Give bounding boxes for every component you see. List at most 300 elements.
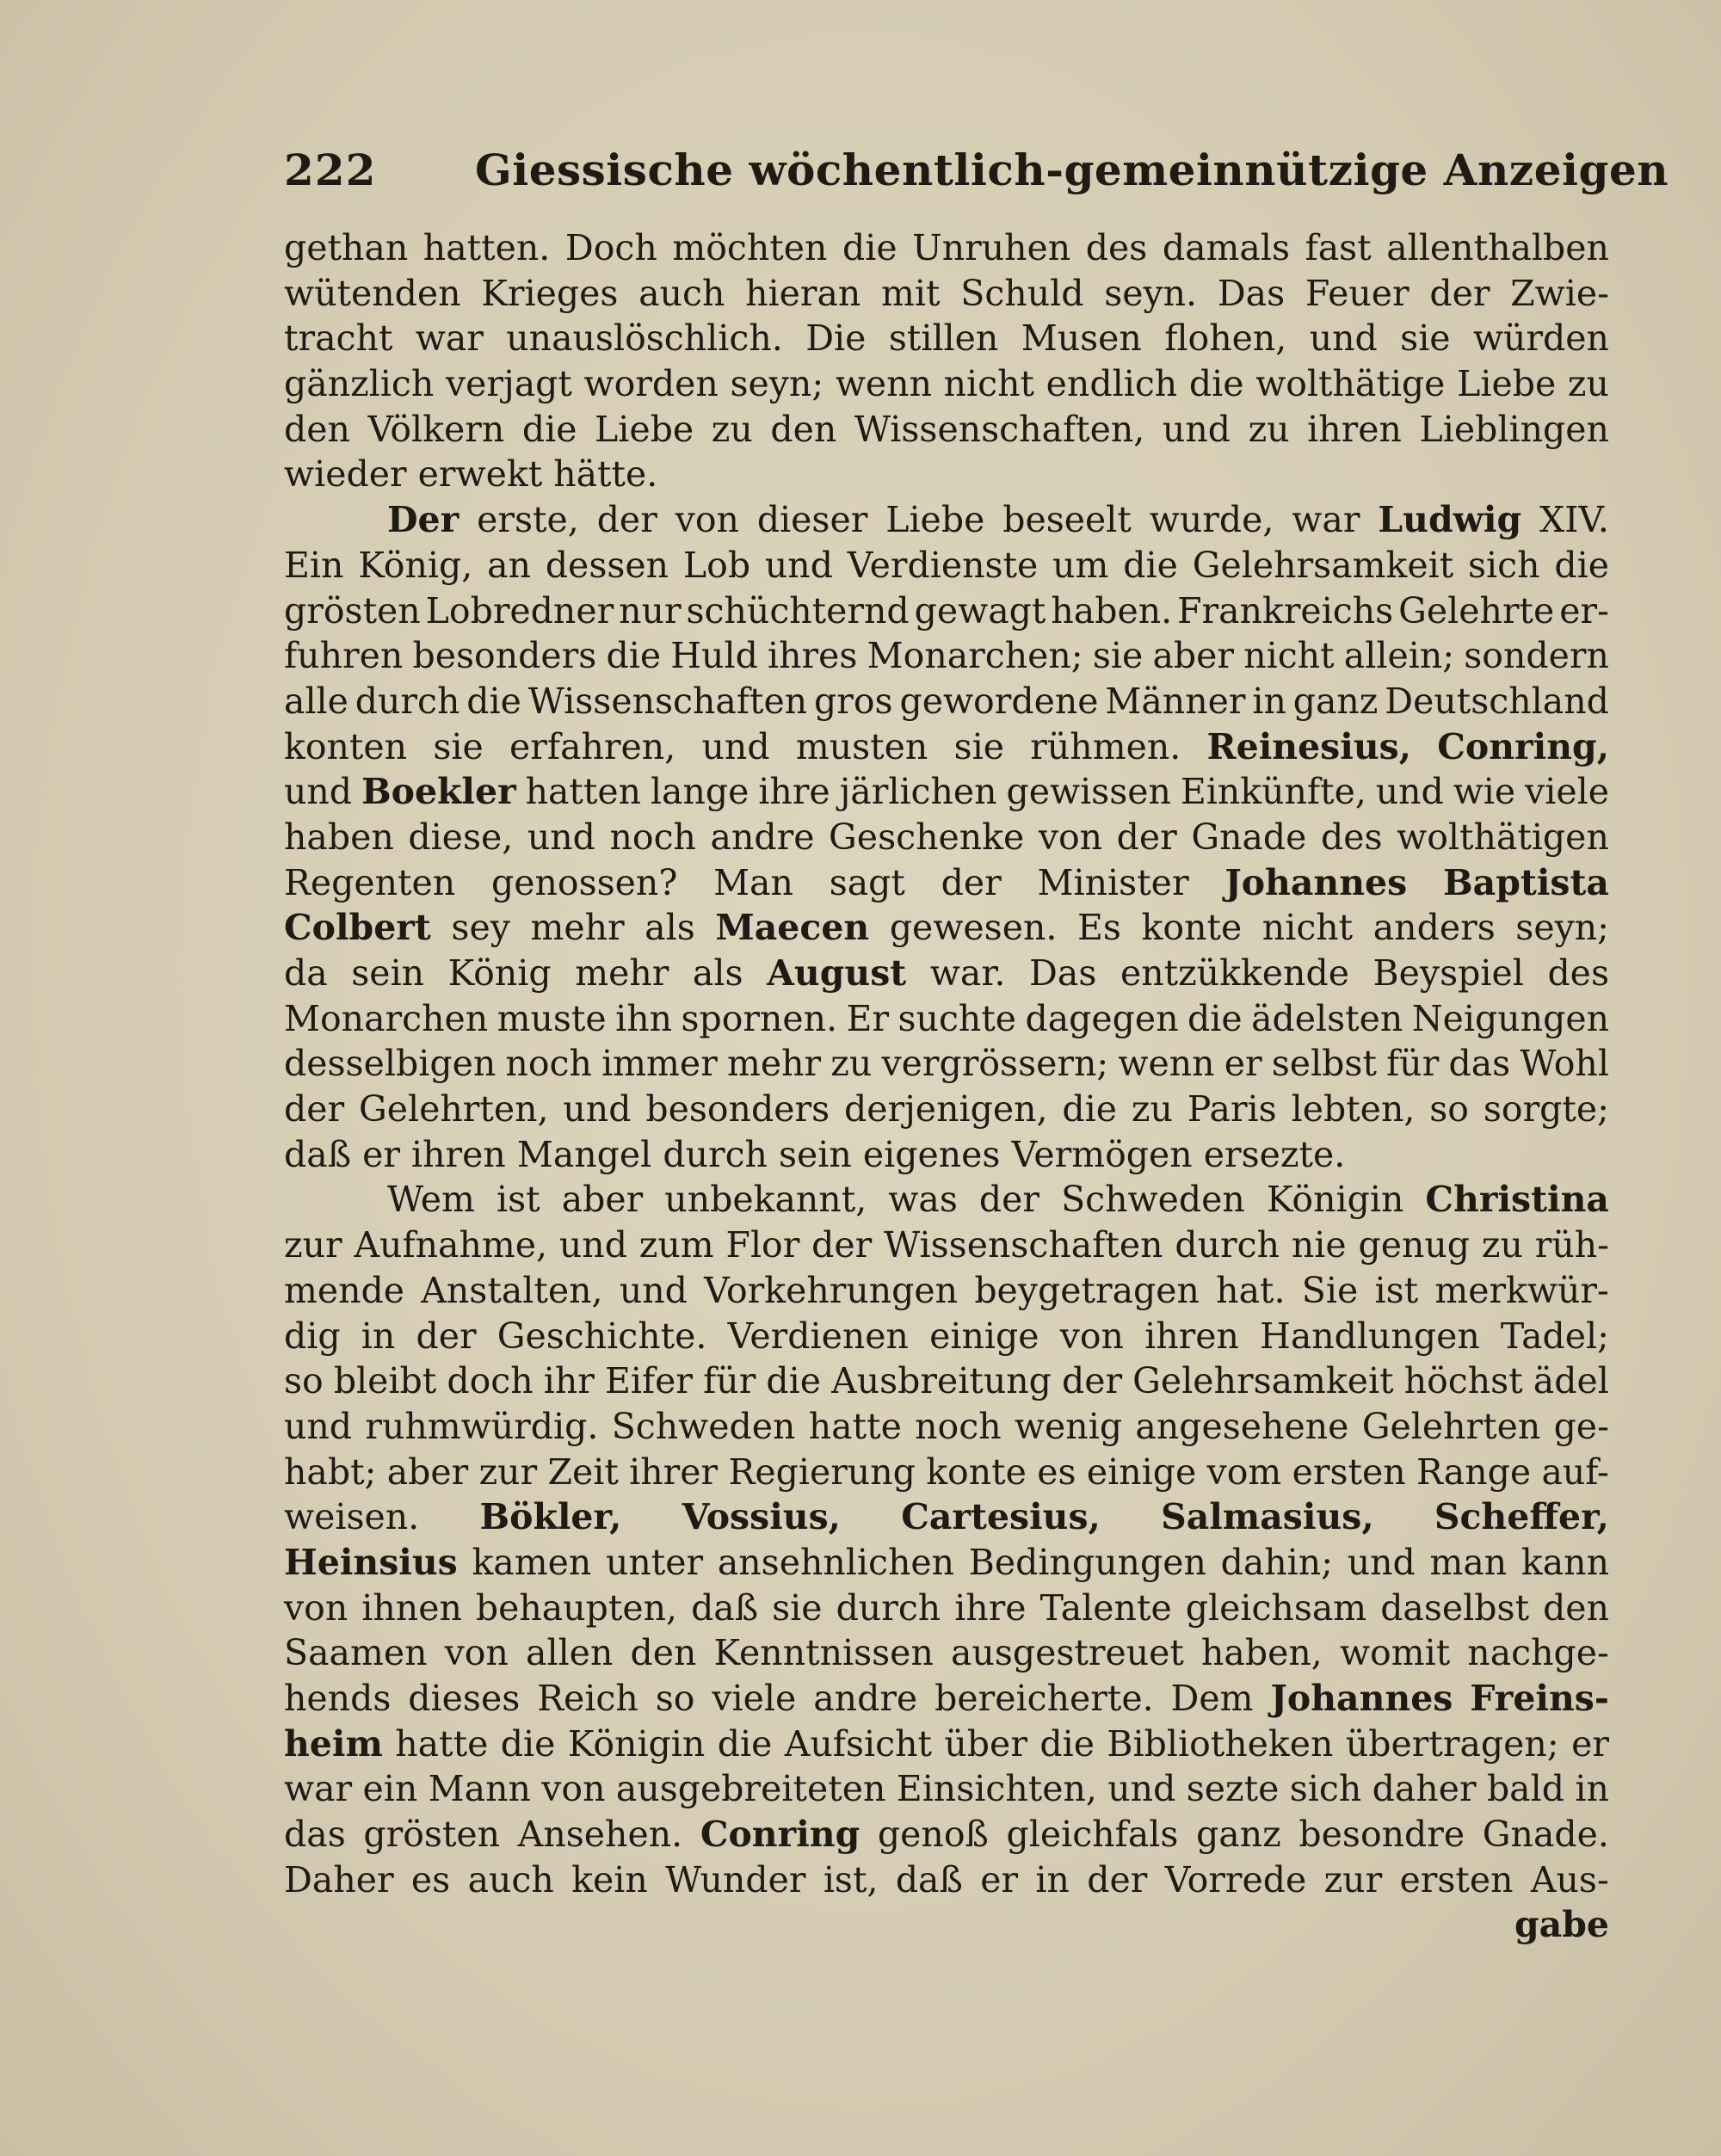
word: nur bbox=[619, 589, 682, 631]
word: Maecen bbox=[715, 907, 870, 949]
word: Bökler, bbox=[479, 1496, 622, 1538]
word: suchte bbox=[898, 997, 1017, 1039]
word: Gelehrsamkeit bbox=[1132, 1360, 1394, 1402]
text-line bbox=[284, 1630, 1609, 1676]
word: genug bbox=[1358, 1224, 1471, 1266]
text-line bbox=[284, 1450, 1609, 1495]
word: Conring, bbox=[1437, 725, 1609, 767]
word: lebten, bbox=[1291, 1088, 1416, 1130]
word: diese, bbox=[408, 816, 514, 858]
word: selbst bbox=[1271, 1043, 1377, 1085]
word: konte bbox=[926, 1451, 1027, 1493]
word: Freins- bbox=[1470, 1678, 1609, 1719]
word: muste bbox=[497, 997, 607, 1039]
word: wolthätige bbox=[1255, 363, 1446, 405]
word: entzükkende bbox=[1120, 952, 1349, 994]
word: der bbox=[1061, 1360, 1123, 1402]
word: würden bbox=[1472, 317, 1609, 360]
word: aber bbox=[1152, 635, 1235, 677]
word: sey bbox=[451, 907, 510, 949]
word: König bbox=[447, 952, 552, 994]
word: ihre bbox=[954, 1586, 1027, 1629]
text-line bbox=[284, 361, 1609, 407]
word: bald bbox=[1486, 1768, 1564, 1810]
word: Eifer bbox=[604, 1360, 694, 1402]
word: Wissenschaften bbox=[527, 680, 808, 722]
word: Salmasius, bbox=[1161, 1496, 1374, 1538]
word: in bbox=[1252, 680, 1286, 722]
text-line bbox=[284, 769, 1609, 815]
word: Das bbox=[1217, 272, 1286, 314]
word: endlich bbox=[1046, 363, 1178, 405]
word: Beyspiel bbox=[1372, 952, 1524, 994]
word: ist bbox=[1374, 1269, 1419, 1311]
word: man bbox=[1429, 1541, 1508, 1583]
word: fuhren bbox=[284, 635, 404, 677]
word: Sie bbox=[1301, 1269, 1359, 1311]
word: allenthalben bbox=[1386, 227, 1609, 268]
word: für bbox=[703, 1360, 756, 1402]
word: Gelehrten bbox=[1361, 1405, 1541, 1447]
word: musten bbox=[795, 725, 928, 767]
word: zu bbox=[711, 408, 753, 450]
word: er bbox=[1571, 1722, 1609, 1765]
word: der bbox=[811, 1224, 873, 1266]
text-line bbox=[284, 1268, 1609, 1314]
word: konten bbox=[284, 725, 408, 767]
word: rüh- bbox=[1534, 1224, 1609, 1266]
word: nicht bbox=[1243, 635, 1335, 677]
word: Königin bbox=[567, 1722, 706, 1765]
text-line bbox=[284, 1676, 1609, 1722]
word: Talente bbox=[1039, 1586, 1172, 1629]
word: beseelt bbox=[1002, 499, 1132, 541]
word: fast bbox=[1305, 227, 1372, 268]
word: merkwür- bbox=[1434, 1269, 1609, 1311]
word: über bbox=[944, 1722, 1027, 1765]
word: gleichfals bbox=[1006, 1814, 1179, 1856]
word: das bbox=[284, 1814, 346, 1856]
body-text bbox=[284, 225, 1609, 1948]
word: haben bbox=[284, 816, 394, 858]
word: von bbox=[541, 1768, 606, 1810]
word: stillen bbox=[888, 317, 999, 360]
page-number: 222 bbox=[284, 145, 377, 195]
word: ganz bbox=[1196, 1814, 1281, 1856]
word: wenn bbox=[835, 363, 932, 405]
word: zum bbox=[638, 1224, 714, 1266]
word: sie bbox=[1400, 317, 1451, 360]
word: sondern bbox=[1464, 635, 1609, 677]
word: übertragen; bbox=[1345, 1722, 1559, 1765]
word: Gelehrsamkeit bbox=[1192, 544, 1454, 586]
word: und bbox=[1347, 1541, 1416, 1583]
word: besondre bbox=[1298, 1814, 1465, 1856]
word: sorgte; bbox=[1483, 1088, 1609, 1130]
word: die bbox=[1039, 1722, 1095, 1765]
word: zu bbox=[830, 1043, 873, 1085]
text-line bbox=[284, 452, 1609, 497]
word: durch bbox=[355, 680, 460, 722]
word: Conring bbox=[700, 1814, 860, 1856]
word: sein bbox=[351, 952, 425, 994]
word: von bbox=[1038, 816, 1103, 858]
word: zu bbox=[1248, 408, 1290, 450]
word: Schweden bbox=[611, 1405, 796, 1447]
word: weisen. bbox=[284, 1496, 420, 1538]
word: XIV. bbox=[1539, 499, 1609, 541]
word: Zwie- bbox=[1510, 272, 1609, 314]
word: ein bbox=[362, 1768, 418, 1810]
word: immer bbox=[601, 1043, 718, 1085]
text-line bbox=[284, 679, 1609, 724]
text-line bbox=[284, 271, 1609, 317]
word: Vossius, bbox=[682, 1496, 841, 1538]
catchword bbox=[284, 1902, 1609, 1948]
word: höchst bbox=[1403, 1360, 1523, 1402]
word: er- bbox=[1559, 589, 1609, 631]
word: gewesen. bbox=[889, 907, 1058, 949]
word: Ansehen. bbox=[517, 1814, 683, 1856]
word: desselbigen bbox=[284, 1043, 497, 1085]
word: Die bbox=[805, 317, 867, 360]
word: der bbox=[1429, 272, 1490, 314]
word: die bbox=[842, 227, 898, 268]
word: der bbox=[416, 1315, 477, 1357]
word: mehr bbox=[726, 1043, 822, 1085]
word: er bbox=[980, 1858, 1019, 1900]
word: auch bbox=[467, 1858, 554, 1900]
word: schüchternd bbox=[686, 589, 910, 631]
word: ihnen bbox=[361, 1586, 462, 1629]
word: möchten bbox=[672, 227, 828, 268]
word: ausgebreiteten bbox=[615, 1768, 886, 1810]
word: und bbox=[764, 544, 833, 586]
word: er bbox=[362, 1133, 412, 1175]
word: einige bbox=[1086, 1451, 1197, 1493]
word: unauslöschlich. bbox=[506, 317, 783, 360]
word: von bbox=[284, 1586, 349, 1629]
text-line bbox=[284, 633, 1609, 679]
word: daß bbox=[895, 1858, 963, 1900]
word: ge- bbox=[1553, 1405, 1609, 1447]
word: nicht bbox=[1261, 907, 1354, 949]
word: des bbox=[1085, 227, 1148, 268]
text-line bbox=[284, 1132, 1609, 1178]
word: besonders bbox=[412, 635, 597, 677]
word: Einkünfte, bbox=[1180, 771, 1366, 813]
word: sezte bbox=[1186, 1768, 1280, 1810]
word: durch bbox=[1175, 1224, 1280, 1266]
word: dieser bbox=[756, 499, 868, 541]
word: und bbox=[1375, 771, 1444, 813]
word: heim bbox=[284, 1722, 383, 1765]
word: so bbox=[284, 1360, 324, 1402]
text-line bbox=[284, 905, 1609, 951]
word: anders bbox=[1372, 907, 1496, 949]
word: haben, bbox=[1201, 1632, 1323, 1674]
word: der bbox=[1116, 816, 1177, 858]
word: sie bbox=[433, 725, 484, 767]
word: Wissenschaften, bbox=[854, 408, 1145, 450]
word: Christina bbox=[1425, 1179, 1609, 1221]
word: daß bbox=[284, 1133, 363, 1175]
word: das bbox=[1448, 1043, 1511, 1085]
word: zu bbox=[1567, 363, 1609, 405]
word: Aufnahme, bbox=[354, 1224, 548, 1266]
word: wenn bbox=[1118, 1043, 1215, 1085]
word: haben. bbox=[1051, 589, 1173, 631]
word: gewissen bbox=[1006, 771, 1171, 813]
word: Ludwig bbox=[1378, 499, 1522, 541]
word: und bbox=[563, 1088, 632, 1130]
word: Wunder bbox=[665, 1858, 806, 1900]
word: Anstalten, bbox=[421, 1269, 603, 1311]
word: daselbst bbox=[1380, 1586, 1530, 1629]
word: die bbox=[606, 635, 662, 677]
word: doch bbox=[447, 1360, 534, 1402]
word: dig bbox=[284, 1315, 341, 1357]
word: Zeit bbox=[547, 1451, 619, 1493]
word: gethan bbox=[284, 227, 409, 268]
word: und bbox=[1107, 1768, 1176, 1810]
word: bereicherte. bbox=[935, 1678, 1154, 1719]
word: ihres bbox=[768, 635, 858, 677]
word: järlichen bbox=[839, 771, 997, 813]
text-line bbox=[284, 1766, 1609, 1812]
word: behaupten, bbox=[475, 1586, 678, 1629]
word: Range bbox=[1416, 1451, 1532, 1493]
word: der bbox=[1087, 1858, 1148, 1900]
word: als bbox=[645, 907, 695, 949]
word: es bbox=[410, 1858, 451, 1900]
word: wütenden bbox=[284, 272, 461, 314]
word: August bbox=[767, 952, 907, 994]
word: hätte. bbox=[553, 453, 658, 496]
word: des bbox=[1547, 952, 1609, 994]
word: allein; bbox=[1343, 635, 1455, 677]
word: erfahren, bbox=[509, 725, 676, 767]
word: und bbox=[284, 771, 353, 813]
word: Heinsius bbox=[284, 1541, 458, 1583]
word: Geschichte. bbox=[497, 1315, 707, 1357]
word: zur bbox=[284, 1224, 342, 1266]
word: ihrer bbox=[629, 1451, 719, 1493]
word: ausgestreuet bbox=[950, 1632, 1184, 1674]
word: und bbox=[1162, 408, 1231, 450]
word: noch bbox=[609, 816, 696, 858]
word: Monarchen bbox=[284, 997, 489, 1039]
word: Baptista bbox=[1443, 861, 1609, 903]
word: vom bbox=[1206, 1451, 1282, 1493]
word: lange bbox=[650, 771, 749, 813]
word: und bbox=[619, 1269, 688, 1311]
text-line bbox=[284, 588, 1609, 634]
word: von bbox=[444, 1632, 509, 1674]
word: sie bbox=[772, 1586, 823, 1629]
word: es bbox=[1037, 1451, 1076, 1493]
word: ist, bbox=[823, 1858, 879, 1900]
word: auf- bbox=[1541, 1451, 1609, 1493]
word: Man bbox=[713, 861, 793, 903]
word: Lieblingen bbox=[1419, 408, 1609, 450]
word: die bbox=[766, 1360, 822, 1402]
word: Mann bbox=[428, 1768, 531, 1810]
word: damals bbox=[1162, 227, 1291, 268]
word: die bbox=[500, 1722, 556, 1765]
word: mit bbox=[881, 272, 941, 314]
word: derjenigen, bbox=[843, 1088, 1048, 1130]
word: Einsichten, bbox=[896, 1768, 1097, 1810]
text-line bbox=[284, 1177, 1609, 1223]
word: Es bbox=[1077, 907, 1121, 949]
word: tracht bbox=[284, 317, 393, 360]
word: genossen? bbox=[490, 861, 678, 903]
word: gewordene bbox=[899, 680, 1099, 722]
word: verjagt bbox=[445, 363, 572, 405]
word: Wohl bbox=[1520, 1043, 1609, 1085]
text-line bbox=[284, 860, 1609, 906]
word: Daher bbox=[284, 1858, 394, 1900]
word: Vorkehrungen bbox=[704, 1269, 959, 1311]
word: Liebe bbox=[595, 408, 694, 450]
word: Bedingungen bbox=[968, 1541, 1206, 1583]
word: Verdienen bbox=[727, 1315, 909, 1357]
word: die bbox=[1187, 997, 1243, 1039]
word: mehr bbox=[575, 952, 669, 994]
word: hieran bbox=[745, 272, 861, 314]
word: Ein bbox=[284, 544, 344, 586]
text-line bbox=[284, 1404, 1609, 1450]
word: eigenes bbox=[862, 1133, 1012, 1175]
word: ihre bbox=[758, 771, 830, 813]
word: Gnade. bbox=[1482, 1814, 1609, 1856]
word: sich bbox=[1289, 1768, 1362, 1810]
word: und bbox=[1309, 317, 1378, 360]
word: die bbox=[717, 1722, 773, 1765]
word: gleichsam bbox=[1185, 1586, 1367, 1629]
word: sie bbox=[953, 725, 1005, 767]
word: unbekannt, bbox=[664, 1179, 867, 1221]
word: unter bbox=[605, 1541, 704, 1583]
word: so bbox=[1429, 1088, 1469, 1130]
word: und bbox=[284, 1405, 353, 1447]
word: viele bbox=[712, 1678, 797, 1719]
word: kann bbox=[1521, 1541, 1609, 1583]
word: Kenntnissen bbox=[713, 1632, 934, 1674]
word: nie bbox=[1291, 1224, 1347, 1266]
word: wenig bbox=[1014, 1405, 1123, 1447]
text-line bbox=[284, 1812, 1609, 1857]
word: erwekt bbox=[417, 453, 554, 496]
word: die bbox=[521, 408, 577, 450]
word: noch bbox=[505, 1043, 592, 1085]
word: flohen, bbox=[1164, 317, 1287, 360]
word: Reinesius, bbox=[1206, 725, 1411, 767]
word: da bbox=[284, 952, 328, 994]
word: Gelehrten, bbox=[358, 1088, 549, 1130]
word: hatte bbox=[395, 1722, 489, 1765]
word: nachge- bbox=[1467, 1632, 1609, 1674]
text-line bbox=[284, 497, 1609, 543]
word: viele bbox=[1525, 771, 1609, 813]
word: Ausbreitung bbox=[831, 1360, 1052, 1402]
word: Regierung bbox=[728, 1451, 916, 1493]
word: und bbox=[527, 816, 595, 858]
word: und bbox=[558, 1224, 627, 1266]
word: Colbert bbox=[284, 907, 431, 949]
word: Vermögen bbox=[1011, 1133, 1204, 1175]
word: Lobredner bbox=[425, 589, 614, 631]
word: sagt bbox=[829, 861, 905, 903]
word: gros bbox=[814, 680, 893, 722]
word: Doch bbox=[564, 227, 657, 268]
word: Gnade bbox=[1191, 816, 1307, 858]
word: sein bbox=[779, 1133, 863, 1175]
text-line bbox=[284, 543, 1609, 588]
word: Handlungen bbox=[1260, 1315, 1480, 1357]
word: Cartesius, bbox=[901, 1496, 1101, 1538]
word: hatten. bbox=[423, 227, 551, 268]
word: ihren bbox=[1307, 408, 1402, 450]
word: ersten bbox=[1399, 1858, 1514, 1900]
word: bleibt bbox=[333, 1360, 437, 1402]
word: Der bbox=[387, 499, 460, 541]
word: Neigungen bbox=[1411, 997, 1609, 1039]
word: rühmen. bbox=[1030, 725, 1181, 767]
word: König, bbox=[358, 544, 473, 586]
word: zur bbox=[1323, 1858, 1383, 1900]
word: durch bbox=[663, 1133, 779, 1175]
word: worden bbox=[583, 363, 719, 405]
word: seyn; bbox=[1515, 907, 1609, 949]
text-line bbox=[284, 815, 1609, 860]
text-line bbox=[284, 1314, 1609, 1359]
word: Minister bbox=[1037, 861, 1189, 903]
word: Liebe bbox=[885, 499, 985, 541]
word: den bbox=[284, 408, 350, 450]
word: Johannes bbox=[1270, 1678, 1453, 1719]
word: ihn bbox=[615, 997, 673, 1039]
word: ädel bbox=[1533, 1360, 1609, 1402]
word: seyn. bbox=[1104, 272, 1198, 314]
text-line bbox=[284, 1857, 1609, 1903]
word: hat. bbox=[1216, 1269, 1286, 1311]
word: mehr bbox=[530, 907, 625, 949]
word: war bbox=[284, 1768, 353, 1810]
text-line bbox=[284, 1586, 1609, 1631]
word: nicht bbox=[943, 363, 1035, 405]
word: wieder bbox=[284, 453, 418, 496]
word: alle bbox=[284, 680, 349, 722]
word: Verdienste bbox=[847, 544, 1039, 586]
word: vergrössern; bbox=[881, 1043, 1109, 1085]
word: besonders bbox=[645, 1088, 830, 1130]
word: der bbox=[941, 861, 1002, 903]
word: Krieges bbox=[481, 272, 619, 314]
word: in bbox=[361, 1315, 396, 1357]
word: Feuer bbox=[1305, 272, 1409, 314]
word: den bbox=[1543, 1586, 1609, 1629]
word: Musen bbox=[1021, 317, 1142, 360]
word: erste, bbox=[477, 499, 579, 541]
word: Männer bbox=[1105, 680, 1246, 722]
word: in bbox=[1035, 1858, 1070, 1900]
word: die bbox=[1554, 544, 1609, 586]
word: Flor bbox=[725, 1224, 800, 1266]
word: in bbox=[1575, 1768, 1609, 1810]
text-line bbox=[284, 996, 1609, 1042]
